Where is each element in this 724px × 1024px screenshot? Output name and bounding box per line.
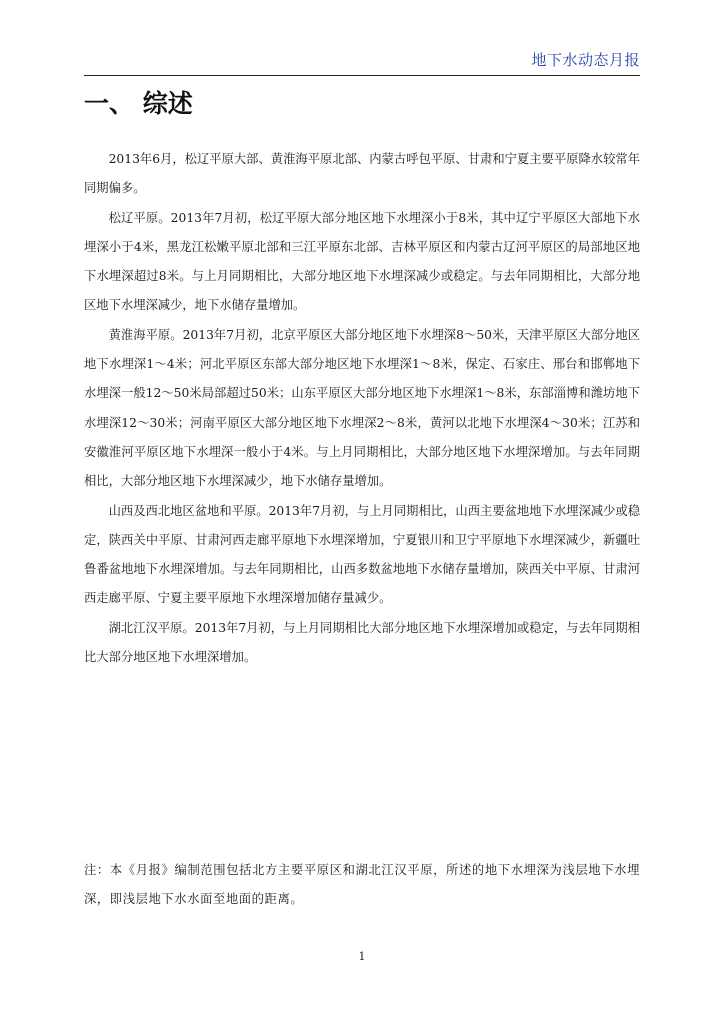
section-heading: 一、 综述 bbox=[84, 89, 193, 118]
page-number: 1 bbox=[358, 950, 366, 963]
paragraph-overview: 2013年6月，松辽平原大部、黄淮海平原北部、内蒙古呼包平原、甘肃和宁夏主要平原降水较常年同期偏多。 bbox=[84, 152, 640, 196]
paragraph-songliao: 松辽平原。2013年7月初，松辽平原大部分地区地下水埋深小于8米，其中辽宁平原区大部地下水埋深小于4米，黑龙江松嫩平原北部和三江平原东北部、吉林平原区和内蒙古辽河平原区的局部地区地下水埋深超过8米。与上月同期相比，大部分地区地下水埋深减少或稳定。与去年同期相比，大部分地区地下水埋深减少，地下水储存量增加。 bbox=[84, 210, 640, 313]
summary-body bbox=[84, 145, 640, 672]
report-title: 地下水动态月报 bbox=[531, 51, 640, 69]
footnote: 注：本《月报》编制范围包括北方主要平原区和湖北江汉平原，所述的地下水埋深为浅层地下水埋深，即浅层地下水水面至地面的距离。 bbox=[84, 863, 640, 906]
header-divider bbox=[84, 75, 640, 76]
paragraph-huanghuaihai: 黄淮海平原。2013年7月初，北京平原区大部分地区地下水埋深8～50米，天津平原区大部分地区地下水埋深1～4米；河北平原区东部大部分地区地下水埋深1～8米，保定、石家庄、邢台和邯郸地下水埋深一般12～50米局部超过50米；山东平原区大部分地区地下水埋深1～8米，东部淄博和潍坊地下水埋深12～30米；河南平原区大部分地区地下水埋深2～8米，黄河以北地下水埋深4～30米；江苏和安徽淮河平原区地下水埋深一般小于4米。与上月同期相比，大部分地区地下水埋深增加。与去年同期相比，大部分地区地下水埋深减少，地下水储存量增加。 bbox=[84, 327, 640, 489]
paragraph-shanxi-northwest: 山西及西北地区盆地和平原。2013年7月初，与上月同期相比，山西主要盆地地下水埋深减少或稳定，陕西关中平原、甘肃河西走廊平原地下水埋深增加，宁夏银川和卫宁平原地下水埋深减少，新疆吐鲁番盆地地下水埋深增加。与去年同期相比，山西多数盆地地下水储存量增加，陕西关中平原、甘肃河西走廊平原、宁夏主要平原地下水埋深增加储存量减少。 bbox=[84, 503, 640, 606]
paragraph-jianghan: 湖北江汉平原。2013年7月初，与上月同期相比大部分地区地下水埋深增加或稳定，与去年同期相比大部分地区地下水埋深增加。 bbox=[84, 620, 640, 665]
